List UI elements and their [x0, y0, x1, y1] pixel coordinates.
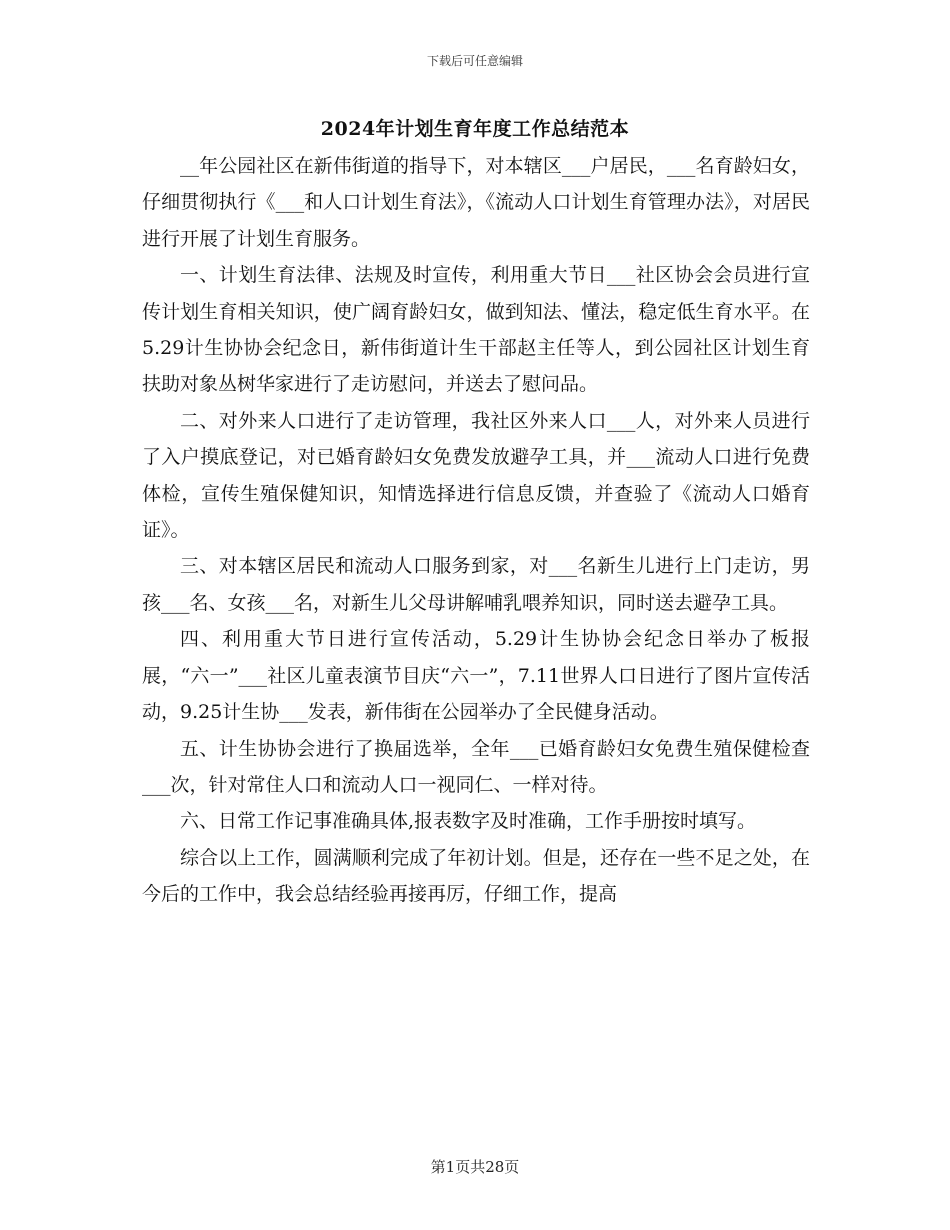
paragraph-6: 六、日常工作记事准确具体,报表数字及时准确，工作手册按时填写。 — [180, 810, 757, 833]
paragraph-3: 三、对本辖区居民和流动人口服务到家，对___名新生儿进行上门走访，男孩___名、女孩___名，对新生儿父母讲解哺乳喂养知识，同时送去避孕工具。 — [142, 555, 810, 614]
paragraph-1: 一、计划生育法律、法规及时宣传，利用重大节日___社区协会会员进行宣传计划生育相关知识，使广阔育龄妇女，做到知法、懂法，稳定低生育水平。在5.29计生协协会纪念日，新伟街道计生干部赵主任等人，到公园社区计划生育扶助对象丛树华家进行了走访慰问，并送去了慰问品。 — [142, 264, 810, 396]
paragraph-4: 四、利用重大节日进行宣传活动，5.29计生协协会纪念日举办了板报展，“六一”___社区儿童表演节目庆“六一”，7.11世界人口日进行了图片宣传活动，9.25计生协___发表，新伟街在公园举办了全民健身活动。 — [142, 628, 810, 724]
paragraph-intro: __年公园社区在新伟街道的指导下，对本辖区___户居民，___名育龄妇女，仔细贯彻执行《___和人口计划生育法》，《流动人口计划生育管理办法》，对居民进行开展了计划生育服务。 — [142, 155, 810, 250]
paragraph-5: 五、计生协协会进行了换届选举，全年___已婚育龄妇女免费生殖保健检查___次，针对常住人口和流动人口一视同仁、一样对待。 — [142, 737, 810, 796]
document-title: 2024年计划生育年度工作总结范本 — [320, 118, 630, 140]
paragraph-2: 二、对外来人口进行了走访管理，我社区外来人口___人，对外来人员进行了入户摸底登记，对已婚育龄妇女免费发放避孕工具，并___流动人口进行免费体检，宣传生殖保健知识，知情选择进行信息反馈，并查验了《流动人口婚育证》。 — [142, 409, 810, 542]
header-note: 下载后可任意编辑 — [426, 54, 523, 68]
page-number: 第1页共28页 — [430, 1158, 520, 1176]
paragraph-summary: 综合以上工作，圆满顺利完成了年初计划。但是，还存在一些不足之处，在今后的工作中，我会总结经验再接再厉，仔细工作，提高 — [142, 846, 810, 906]
document-body — [142, 148, 810, 913]
